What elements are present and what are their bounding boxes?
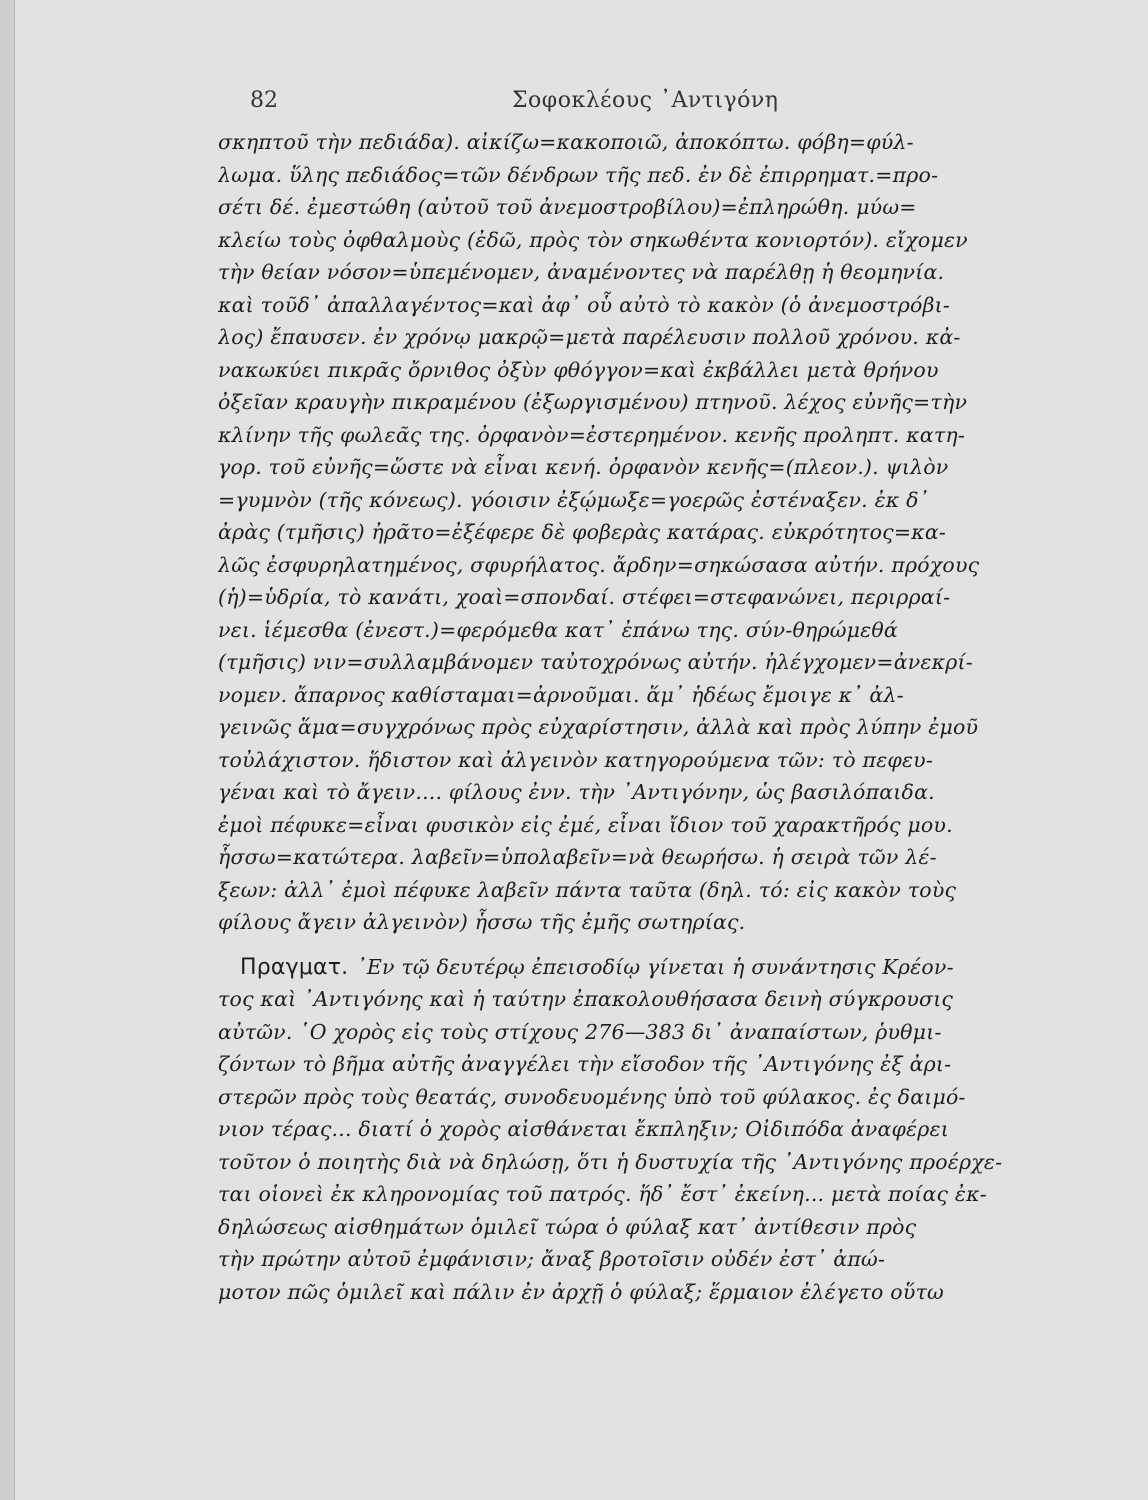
note-line: (τμῆσις) νιν=συλλαμβάνομεν ταὐτοχρόνως αὐτήν. ἠλέγχομεν=ἀνεκρί- <box>218 650 973 674</box>
note-line: γεινῶς ἅμα=συγχρόνως πρὸς εὐχαρίστησιν, ἀλλὰ καὶ πρὸς λύπην ἐμοῦ <box>218 715 979 739</box>
commentary-line: αὐτῶν. ῾Ο χορὸς εἰς τοὺς στίχους 276—383 δι᾽ ἀναπαίστων, ῥυθμι- <box>218 1019 942 1044</box>
note-line: τὴν θείαν νόσον=ὑπεμένομεν, ἀναμένοντες νὰ παρέλθῃ ἡ θεομηνία. <box>218 260 945 284</box>
note-line: σκηπτοῦ τὴν πεδιάδα). αἰκίζω=κακοποιῶ, ἀποκόπτω. φόβη=φύλ- <box>218 130 914 154</box>
commentary-line: στερῶν πρὸς τοὺς θεατάς, συνοδευομένης ὑπὸ τοῦ φύλακος. ἐς δαιμό- <box>218 1084 966 1109</box>
note-line: ξεων: ἀλλ᾽ ἐμοὶ πέφυκε λαβεῖν πάντα ταῦτα (δηλ. τό: εἰς κακὸν τοὺς <box>218 877 957 902</box>
note-line: ἐμοὶ πέφυκε=εἶναι φυσικὸν εἰς ἐμέ, εἶναι ἴδιον τοῦ χαρακτῆρός μου. <box>218 812 953 837</box>
commentary-line: ζόντων τὸ βῆμα αὐτῆς ἀναγγέλει τὴν εἴσοδον τῆς ᾽Αντιγόνης ἐξ ἀρι- <box>218 1052 952 1076</box>
paragraph-gap <box>218 939 1138 951</box>
note-line: =γυμνὸν (τῆς κόνεως). γόοισιν ἐξῴμωξε=γοερῶς ἐστέναξεν. ἐκ δ᾽ <box>218 487 930 512</box>
note-line: ὀξεῖαν κραυγὴν πικραμένου (ἐξωργισμένου) πτηνοῦ. λέχος εὐνῆς=τὴν <box>218 390 968 414</box>
note-line: τοὐλάχιστον. ἥδιστον καὶ ἀλγεινὸν κατηγορούμενα τῶν: τὸ πεφευ- <box>218 747 933 772</box>
note-line: κλείω τοὺς ὀφθαλμοὺς (ἐδῶ, πρὸς τὸν σηκωθέντα κονιορτόν). εἴχομεν <box>218 227 968 252</box>
page-header <box>250 88 890 124</box>
commentary-lead: Πραγματ. <box>240 954 349 980</box>
note-line: (ἡ)=ὑδρία, τὸ κανάτι, χοαὶ=σπονδαί. στέφει=στεφανώνει, περιρραί- <box>218 585 951 609</box>
commentary-line: ται οἱονεὶ ἐκ κληρονομίας τοῦ πατρός. ἥδ᾽ ἔστ᾽ ἐκείνη... μετὰ ποίας ἐκ- <box>218 1182 987 1206</box>
commentary-first-text: ᾽Εν τῷ δευτέρῳ ἐπεισοδίῳ γίνεται ἡ συνάντησις Κρέον- <box>356 954 954 979</box>
page-number: 82 <box>250 88 278 113</box>
note-line: νει. ἱέμεσθα (ἐνεστ.)=φερόμεθα κατ᾽ ἐπάνω της. σύν-θηρώμεθά <box>218 617 898 642</box>
text-block <box>218 126 1138 1308</box>
commentary-line: τοῦτον ὁ ποιητὴς διὰ νὰ δηλώσῃ, ὅτι ἡ δυστυχία τῆς ᾽Αντιγόνης προέρχε- <box>218 1149 1003 1174</box>
notes-section <box>218 126 1138 939</box>
note-line: λος) ἔπαυσεν. ἐν χρόνῳ μακρῷ=μετὰ παρέλευσιν πολλοῦ χρόνου. κἀ- <box>218 325 961 349</box>
note-line: κλίνην τῆς φωλεᾶς της. ὀρφανὸν=ἐστερημένον. κενῆς προληπτ. κατη- <box>218 422 965 447</box>
note-line: ἧσσω=κατώτερα. λαβεῖν=ὑπολαβεῖν=νὰ θεωρήσω. ἡ σειρὰ τῶν λέ- <box>218 845 937 869</box>
note-line: λωμα. ὕλης πεδιάδος=τῶν δένδρων τῆς πεδ. ἐν δὲ ἐπιρρηματ.=προ- <box>218 162 939 187</box>
page-binding-edge <box>0 0 15 1500</box>
note-line: γορ. τοῦ εὐνῆς=ὥστε νὰ εἶναι κενή. ὀρφανὸν κενῆς=(πλεον.). ψιλὸν <box>218 455 949 479</box>
commentary-line: μοτον πῶς ὁμιλεῖ καὶ πάλιν ἐν ἀρχῇ ὁ φύλαξ; ἕρμαιον ἐλέγετο οὕτω <box>218 1279 944 1304</box>
commentary-line: νιον τέρας... διατί ὁ χορὸς αἰσθάνεται ἔκπληξιν; Οἰδιπόδα ἀναφέρει <box>218 1117 949 1141</box>
note-line: νακωκύει πικρᾶς ὄρνιθος ὀξὺν φθόγγον=καὶ ἐκβάλλει μετὰ θρήνου <box>218 357 939 382</box>
note-line: γέναι καὶ τὸ ἄγειν.... φίλους ἐνν. τὴν ᾽Αντιγόνην, ὡς βασιλόπαιδα. <box>218 780 935 804</box>
commentary-line: τὴν πρώτην αὐτοῦ ἐμφάνισιν; ἄναξ βροτοῖσιν οὐδέν ἐστ᾽ ἀπώ- <box>218 1247 886 1271</box>
note-line: νομεν. ἄπαρνος καθίσταμαι=ἀρνοῦμαι. ἅμ᾽ ἡδέως ἔμοιγε κ᾽ ἀλ- <box>218 682 904 707</box>
commentary-first-line <box>218 951 1138 984</box>
note-line: λῶς ἐσφυρηλατημένος, σφυρήλατος. ἄρδην=σηκώσασα αὐτήν. πρόχους <box>218 552 980 577</box>
commentary-line: τος καὶ ᾽Αντιγόνης καὶ ἡ ταύτην ἐπακολουθήσασα δεινὴ σύγκρουσις <box>218 987 954 1011</box>
note-line: φίλους ἄγειν ἀλγεινὸν) ἧσσω τῆς ἐμῆς σωτηρίας. <box>218 910 746 934</box>
note-line: καὶ τοῦδ᾽ ἀπαλλαγέντος=καὶ ἀφ᾽ οὗ αὐτὸ τὸ κακὸν (ὁ ἀνεμοστρόβι- <box>218 292 950 317</box>
note-line: ἀρὰς (τμῆσις) ἠρᾶτο=ἐξέφερε δὲ φοβερὰς κατάρας. εὐκρότητος=κα- <box>218 520 947 544</box>
commentary-line: δηλώσεως αἰσθημάτων ὁμιλεῖ τώρα ὁ φύλαξ κατ᾽ ἀντίθεσιν πρὸς <box>218 1214 917 1239</box>
note-line: σέτι δέ. ἐμεστώθη (αὐτοῦ τοῦ ἀνεμοστροβίλου)=ἐπληρώθη. μύω= <box>218 195 917 219</box>
running-title: Σοφοκλέους ᾽Αντιγόνη <box>512 88 779 113</box>
commentary-section <box>218 951 1138 1309</box>
